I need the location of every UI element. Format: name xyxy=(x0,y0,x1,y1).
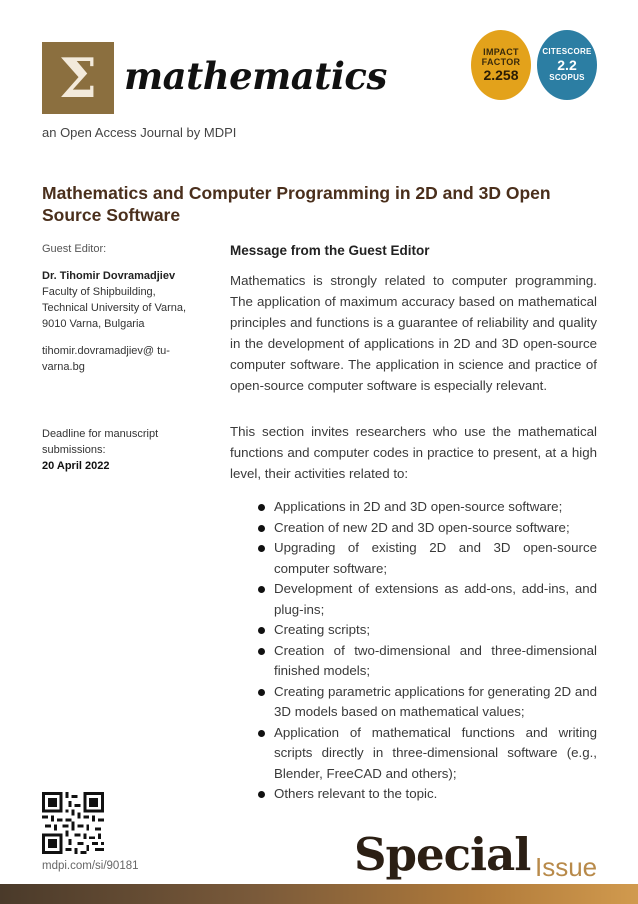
sigma-logo-icon: Σ xyxy=(58,46,98,110)
list-item: Others relevant to the topic. xyxy=(256,784,597,805)
citescore-label: CITESCORE xyxy=(542,47,592,56)
message-paragraph-2: This section invites researchers who use the mathematical functions and computer codes in practice to present, at a high level, their activities related to: xyxy=(230,424,597,481)
editor-affiliation-3: 9010 Varna, Bulgaria xyxy=(42,318,145,330)
deadline-date: 20 April 2022 xyxy=(42,460,110,472)
journal-wordmark: mathematics xyxy=(124,54,387,98)
citescore-value: 2.2 xyxy=(557,57,577,73)
list-item: Development of extensions as add-ons, add-ins, and plug-ins; xyxy=(256,579,597,620)
editor-affiliation-1: Faculty of Shipbuilding, xyxy=(42,286,156,298)
issue-wordmark: Issue xyxy=(535,852,598,882)
topics-list xyxy=(256,497,597,805)
impact-factor-badge xyxy=(471,30,531,100)
message-paragraph-1: Mathematics is strongly related to computer programming. The application of maximum accuracy based on mathematical principles and functions is a guarantee of reliability and quality in the development of applications in 2D and 3D open-source computer software. The application in science and practice of open-source computer software is especially relevant. xyxy=(230,273,597,393)
list-item: Creating parametric applications for generating 2D and 3D models based on mathematical values; xyxy=(256,682,597,723)
editor-email[interactable]: tihomir.dovramadjiev@ tu-varna.bg xyxy=(42,345,170,373)
editor-affiliation-2: Technical University of Varna, xyxy=(42,302,187,314)
impact-value: 2.258 xyxy=(483,67,519,83)
list-item: Creation of new 2D and 3D open-source software; xyxy=(256,518,597,539)
list-item: Application of mathematical functions and writing scripts directly in three-dimensional software (e.g., Blender, FreeCAD and others); xyxy=(256,723,597,785)
editor-name: Dr. Tihomir Dovramadjiev xyxy=(42,270,176,282)
journal-logo xyxy=(42,42,114,114)
deadline-label: Deadline for manuscript submissions: xyxy=(42,428,159,456)
guest-editor-block xyxy=(42,268,202,332)
footer-gradient-bar xyxy=(0,884,638,904)
impact-label-line2: FACTOR xyxy=(481,57,521,67)
special-issue-link[interactable]: mdpi.com/si/90181 xyxy=(42,860,139,872)
impact-label-line1: IMPACT xyxy=(483,47,519,57)
list-item: Applications in 2D and 3D open-source software; xyxy=(256,497,597,518)
deadline-block xyxy=(42,426,202,474)
special-wordmark: Special xyxy=(354,828,531,881)
journal-tagline: an Open Access Journal by MDPI xyxy=(42,125,237,140)
qr-code-icon[interactable] xyxy=(42,792,104,854)
list-item: Creating scripts; xyxy=(256,620,597,641)
guest-editor-label: Guest Editor: xyxy=(42,243,107,255)
message-heading: Message from the Guest Editor xyxy=(230,243,430,258)
citescore-badge xyxy=(537,30,597,100)
list-item: Creation of two-dimensional and three-dimensional finished models; xyxy=(256,641,597,682)
list-item: Upgrading of existing 2D and 3D open-source computer software; xyxy=(256,538,597,579)
special-issue-title: Mathematics and Computer Programming in 2D and 3D Open Source Software xyxy=(42,183,551,225)
citescore-sub: SCOPUS xyxy=(549,73,585,82)
